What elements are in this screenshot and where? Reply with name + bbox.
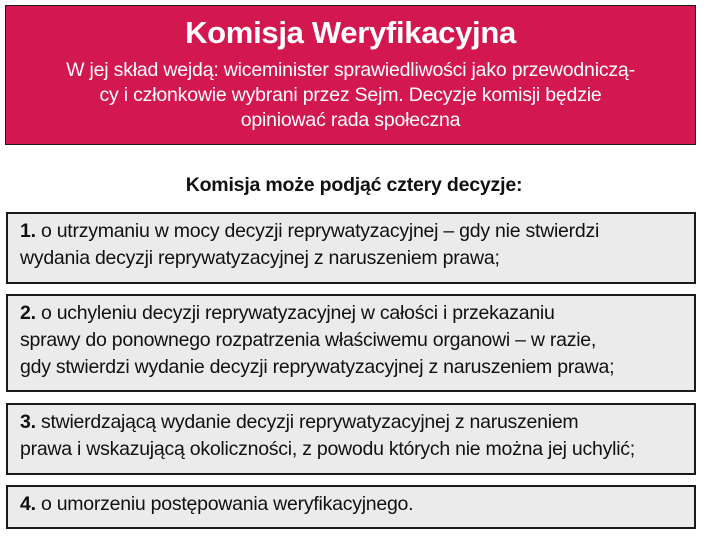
decision-number: 2. [20,302,36,324]
decision-number: 1. [20,220,36,242]
decision-box-3 [6,403,696,475]
decision-line: sprawy do ponownego rozpatrzenia właściwemu organowi – w razie, [20,329,597,351]
decision-line [20,491,682,518]
decision-line: gdy stwierdzi wydanie decyzji reprywatyzacyjnej z naruszeniem prawa; [20,356,615,378]
decision-line [20,218,682,245]
decision-box-1 [6,212,696,284]
decision-number: 3. [20,411,36,433]
decision-line [20,300,682,327]
decision-text: o umorzeniu postępowania weryfikacyjnego. [40,493,414,515]
section-heading: Komisja może podjąć cztery decyzje: [185,174,523,196]
decision-line: prawa i wskazującą okoliczności, z powodu których nie można jej uchylić; [20,438,635,460]
decision-box-2 [6,294,696,392]
header-description-line: opiniować rada społeczna [240,109,461,131]
decision-box-4 [6,485,696,529]
decision-text: o utrzymaniu w mocy decyzji reprywatyzacyjnej – gdy nie stwierdzi [40,220,600,242]
decision-number: 4. [20,493,36,515]
header-description-line: W jej skład wejdą: wiceminister sprawiedliwości jako przewodniczą- [66,59,635,81]
decision-text: o uchyleniu decyzji reprywatyzacyjnej w całości i przekazaniu [40,302,555,324]
header-description [16,58,685,133]
decision-line: wydania decyzji reprywatyzacyjnej z naruszeniem prawa; [20,247,500,269]
header-box [5,5,696,145]
decision-text: stwierdzającą wydanie decyzji reprywatyzacyjnej z naruszeniem [40,411,579,433]
header-description-line: cy i członkowie wybrani przez Sejm. Decyzje komisji będzie [99,84,602,106]
header-title: Komisja Weryfikacyjna [185,15,516,50]
decision-line [20,409,682,436]
